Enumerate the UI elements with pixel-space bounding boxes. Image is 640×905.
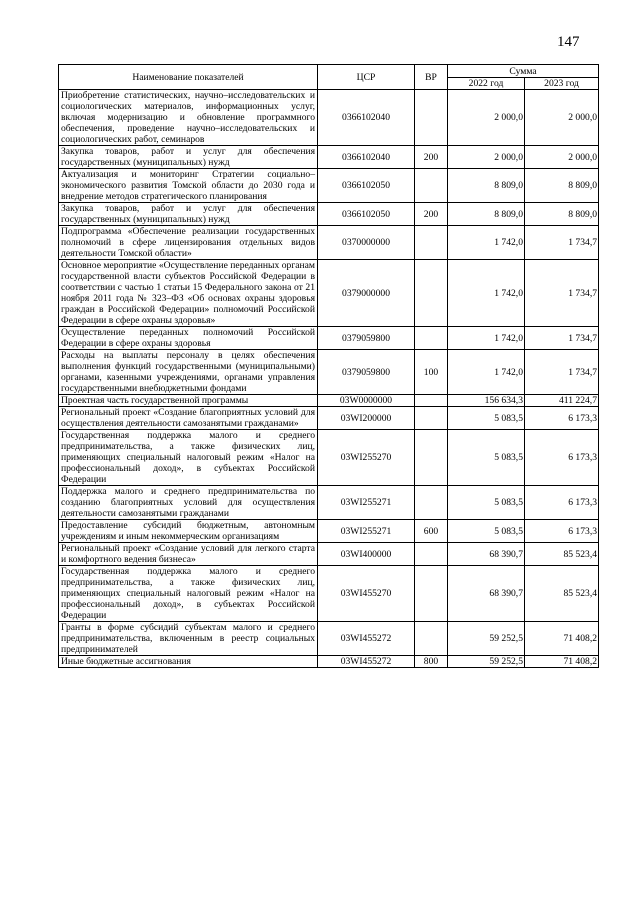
row-vr: [415, 407, 448, 430]
row-amount-2022: 8 809,0: [448, 169, 525, 203]
row-csr: 0370000000: [318, 226, 415, 260]
row-name: Актуализация и мониторинг Стратегии социально–экономического развития Томской области до 2030 года и внедрение методов стратегического планирования: [59, 169, 318, 203]
row-amount-2022: 2 000,0: [448, 90, 525, 146]
row-vr: [415, 169, 448, 203]
row-vr: [415, 566, 448, 622]
table-row: [59, 395, 599, 407]
row-amount-2022: 156 634,3: [448, 395, 525, 407]
row-csr: 03WI455272: [318, 656, 415, 668]
table-row: [59, 169, 599, 203]
row-name: Региональный проект «Создание условий для легкого старта и комфортного ведения бизнеса»: [59, 543, 318, 566]
row-amount-2023: 2 000,0: [525, 90, 599, 146]
row-amount-2022: 5 083,5: [448, 520, 525, 543]
row-amount-2022: 1 742,0: [448, 327, 525, 350]
row-amount-2022: 5 083,5: [448, 407, 525, 430]
row-vr: [415, 622, 448, 656]
row-csr: 0366102050: [318, 169, 415, 203]
row-name: Гранты в форме субсидий субъектам малого и среднего предпринимательства, включенным в реестр социальных предпринимателей: [59, 622, 318, 656]
row-name: Иные бюджетные ассигнования: [59, 656, 318, 668]
row-vr: [415, 486, 448, 520]
row-amount-2023: 411 224,7: [525, 395, 599, 407]
row-amount-2023: 85 523,4: [525, 543, 599, 566]
row-name: Поддержка малого и среднего предпринимательства по созданию благоприятных условий для осуществления деятельности самозанятыми гражданами: [59, 486, 318, 520]
table-row: [59, 656, 599, 668]
table-row: [59, 407, 599, 430]
row-name: Государственная поддержка малого и среднего предпринимательства, а также физических лиц, применяющих специальный налоговый режим «Налог на профессиональный доход», в субъектах Российской Федерации: [59, 566, 318, 622]
header-name: Наименование показателей: [59, 65, 318, 90]
row-vr: 100: [415, 350, 448, 395]
row-name: Государственная поддержка малого и среднего предпринимательства, а также физических лиц, применяющих специальный налоговый режим «Налог на профессиональный доход», в субъектах Российской Федерации: [59, 430, 318, 486]
row-vr: 200: [415, 203, 448, 226]
row-amount-2022: 5 083,5: [448, 430, 525, 486]
row-name: Основное мероприятие «Осуществление переданных органам государственной власти субъектов Российской Федерации в соответствии с частью 1 статьи 15 Федерального закона от 21 ноября 2011 года № 323–ФЗ «Об основах охраны здоровья граждан в Российской Федерации» полномочий Российской Федерации в сфере охраны здоровья»: [59, 260, 318, 327]
row-csr: 0366102040: [318, 90, 415, 146]
table-header-row: [59, 65, 599, 78]
row-csr: 0379059800: [318, 327, 415, 350]
row-amount-2022: 68 390,7: [448, 566, 525, 622]
row-amount-2023: 6 173,3: [525, 407, 599, 430]
row-name: Подпрограмма «Обеспечение реализации государственных полномочий в сфере лицензирования отдельных видов деятельности Томской области»: [59, 226, 318, 260]
row-name: Проектная часть государственной программы: [59, 395, 318, 407]
row-vr: [415, 327, 448, 350]
table-row: [59, 146, 599, 169]
row-name: Закупка товаров, работ и услуг для обеспечения государственных (муниципальных) нужд: [59, 203, 318, 226]
row-vr: 600: [415, 520, 448, 543]
row-csr: 03WI455272: [318, 622, 415, 656]
row-amount-2023: 2 000,0: [525, 146, 599, 169]
header-year-2023: 2023 год: [525, 78, 599, 90]
row-csr: 0366102040: [318, 146, 415, 169]
row-name: Расходы на выплаты персоналу в целях обеспечения выполнения функций государственными (муниципальными) органами, казенными учреждениями, органами управления государственными внебюджетными фондами: [59, 350, 318, 395]
row-amount-2022: 2 000,0: [448, 146, 525, 169]
table-row: [59, 520, 599, 543]
table-row: [59, 90, 599, 146]
row-vr: 200: [415, 146, 448, 169]
table-row: [59, 350, 599, 395]
table-row: [59, 260, 599, 327]
page-number: 147: [557, 34, 580, 50]
row-name: Закупка товаров, работ и услуг для обеспечения государственных (муниципальных) нужд: [59, 146, 318, 169]
row-vr: [415, 395, 448, 407]
row-amount-2023: 85 523,4: [525, 566, 599, 622]
row-vr: [415, 543, 448, 566]
row-amount-2023: 1 734,7: [525, 350, 599, 395]
header-csr: ЦСР: [318, 65, 415, 90]
row-csr: 0366102050: [318, 203, 415, 226]
row-name: Предоставление субсидий бюджетным, автономным учреждениям и иным некоммерческим организациям: [59, 520, 318, 543]
row-vr: [415, 90, 448, 146]
row-vr: 800: [415, 656, 448, 668]
row-csr: 0379000000: [318, 260, 415, 327]
row-csr: 03WI255271: [318, 520, 415, 543]
table-row: [59, 327, 599, 350]
row-amount-2023: 1 734,7: [525, 260, 599, 327]
row-name: Осуществление переданных полномочий Российской Федерации в сфере охраны здоровья: [59, 327, 318, 350]
row-csr: 03WI255271: [318, 486, 415, 520]
table-row: [59, 486, 599, 520]
row-amount-2023: 8 809,0: [525, 203, 599, 226]
row-amount-2023: 6 173,3: [525, 520, 599, 543]
table-row: [59, 203, 599, 226]
table-row: [59, 430, 599, 486]
table-row: [59, 226, 599, 260]
row-amount-2022: 8 809,0: [448, 203, 525, 226]
header-sum: Сумма: [448, 65, 599, 78]
table-row: [59, 622, 599, 656]
row-amount-2023: 1 734,7: [525, 226, 599, 260]
row-amount-2023: 6 173,3: [525, 430, 599, 486]
row-csr: 03W0000000: [318, 395, 415, 407]
row-amount-2023: 6 173,3: [525, 486, 599, 520]
row-amount-2023: 8 809,0: [525, 169, 599, 203]
row-csr: 03WI400000: [318, 543, 415, 566]
row-amount-2023: 71 408,2: [525, 622, 599, 656]
table-row: [59, 566, 599, 622]
row-amount-2022: 59 252,5: [448, 622, 525, 656]
row-name: Региональный проект «Создание благоприятных условий для осуществления деятельности самозанятыми гражданами»: [59, 407, 318, 430]
row-csr: 0379059800: [318, 350, 415, 395]
row-amount-2022: 1 742,0: [448, 226, 525, 260]
row-amount-2022: 1 742,0: [448, 260, 525, 327]
row-amount-2022: 1 742,0: [448, 350, 525, 395]
row-csr: 03WI200000: [318, 407, 415, 430]
header-vr: ВР: [415, 65, 448, 90]
row-amount-2022: 5 083,5: [448, 486, 525, 520]
budget-table: [58, 64, 599, 668]
row-name: Приобретение статистических, научно–исследовательских и социологических материалов, информационных услуг, включая модернизацию и обновление программного обеспечения, проведение научно–исследовательских и социологических работ, семинаров: [59, 90, 318, 146]
row-amount-2023: 71 408,2: [525, 656, 599, 668]
row-amount-2022: 68 390,7: [448, 543, 525, 566]
row-csr: 03WI255270: [318, 430, 415, 486]
row-amount-2022: 59 252,5: [448, 656, 525, 668]
header-year-2022: 2022 год: [448, 78, 525, 90]
row-vr: [415, 226, 448, 260]
row-amount-2023: 1 734,7: [525, 327, 599, 350]
table-row: [59, 543, 599, 566]
table-body: [59, 90, 599, 668]
row-vr: [415, 430, 448, 486]
row-vr: [415, 260, 448, 327]
row-csr: 03WI455270: [318, 566, 415, 622]
